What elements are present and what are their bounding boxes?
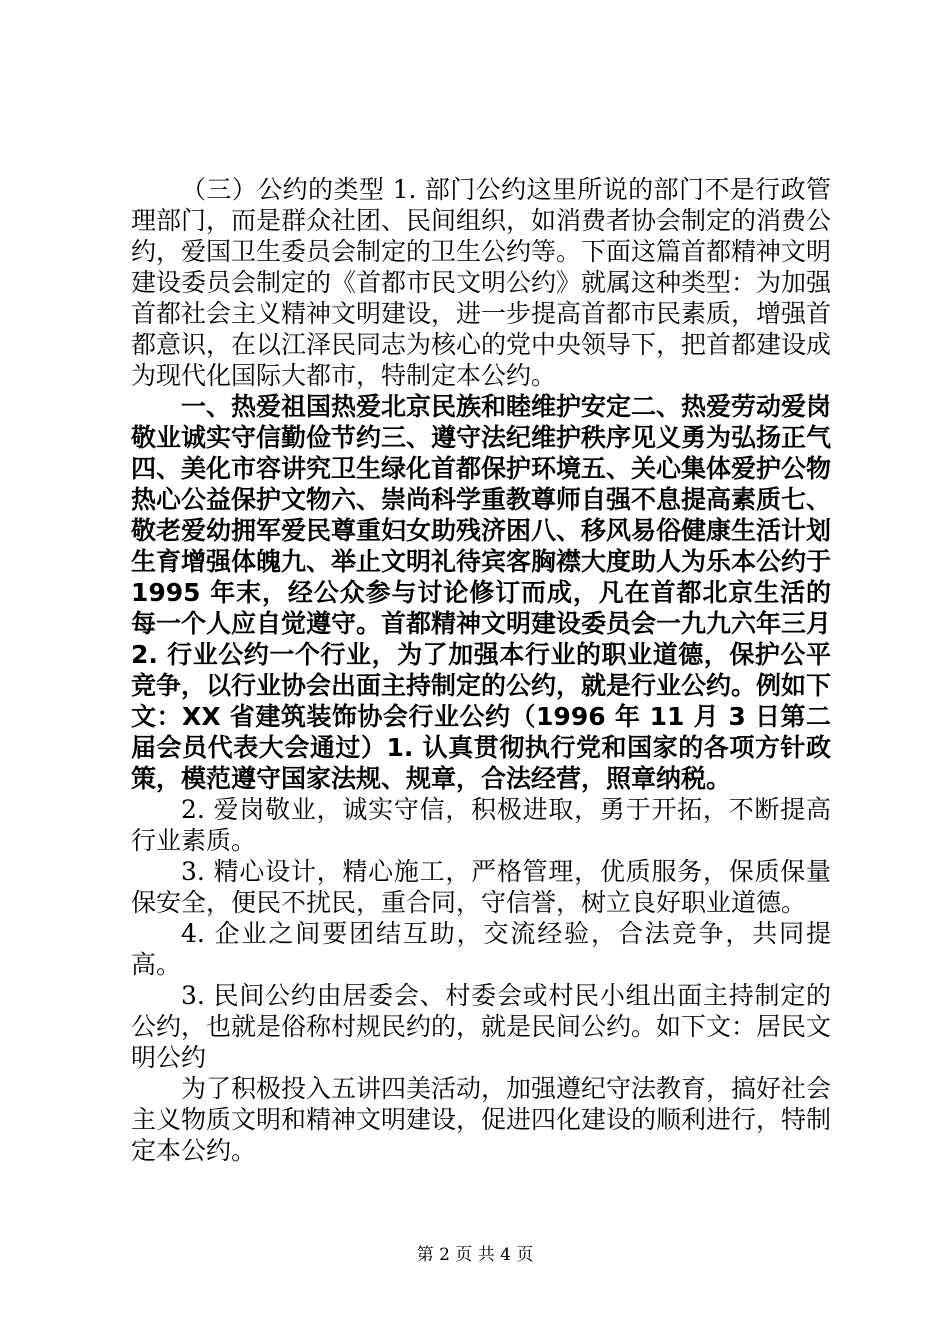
paragraph-convention-types: （三）公约的类型 1. 部门公约这里所说的部门不是行政管理部门，而是群众社团、民间组织，如消费者协会制定的消费公约，爱国卫生委员会制定的卫生公约等。下面这篇首都精神文明建设委员会制定的《首都市民文明公约》就属这种类型：为加强首都社会主义精神文明建设，进一步提高首都市民素质，增强首都意识，在以江泽民同志为核心的党中央领导下，把首都建设成为现代化国际大都市，特制定本公约。 bbox=[131, 175, 832, 390]
document-body bbox=[131, 174, 831, 1166]
paragraph-industry-clause-3: 3. 精心设计，精心施工，严格管理，优质服务，保质保量保安全，便民不扰民，重合同，守信誉，树立良好职业道德。 bbox=[131, 857, 831, 917]
paragraph-resident-convention-preamble: 为了积极投入五讲四美活动，加强遵纪守法教育，搞好社会主义物质文明和精神文明建设，促进四化建设的顺利进行，特制定本公约。 bbox=[131, 1074, 832, 1165]
page-number: 第 2 页 共 4 页 bbox=[416, 1245, 534, 1265]
paragraph-industry-clause-2: 2. 爱岗敬业，诚实守信，积极进取，勇于开拓，不断提高行业素质。 bbox=[131, 795, 831, 855]
paragraph-citizen-convention-clauses: 一、热爱祖国热爱北京民族和睦维护安定二、热爱劳动爱岗敬业诚实守信勤俭节约三、遵守法纪维护秩序见义勇为弘扬正气四、美化市容讲究卫生绿化首都保护环境五、关心集体爱护公物热心公益保护文物六、崇尚科学重教尊师自强不息提高素质七、敬老爱幼拥军爱民尊重妇女助残济困八、移风易俗健康生活计划生育增强体魄九、举止文明礼待宾客胸襟大度助人为乐本公约于 1995 年末，经公众参与讨论修订而成，凡在首都北京生活的每一个人应自觉遵守。首都精神文明建设委员会一九九六年三月 2. 行业公约一个行业，为了加强本行业的职业道德，保护公平竞争，以行业协会出面主持制定的公约，就是行业公约。例如下文：XX 省建筑装饰协会行业公约（1996 年 11 月 3 日第二届会员代表大会通过）1. 认真贯彻执行党和国家的各项方针政策，模范遵守国家法规、规章，合法经营，照章纳税。 bbox=[131, 392, 832, 793]
page-footer bbox=[0, 1244, 950, 1266]
paragraph-industry-clause-4: 4. 企业之间要团结互助，交流经验，合法竞争，共同提高。 bbox=[131, 919, 831, 979]
paragraph-folk-convention: 3. 民间公约由居委会、村委会或村民小组出面主持制定的公约，也就是俗称村规民约的，就是民间公约。如下文：居民文明公约 bbox=[131, 981, 832, 1072]
